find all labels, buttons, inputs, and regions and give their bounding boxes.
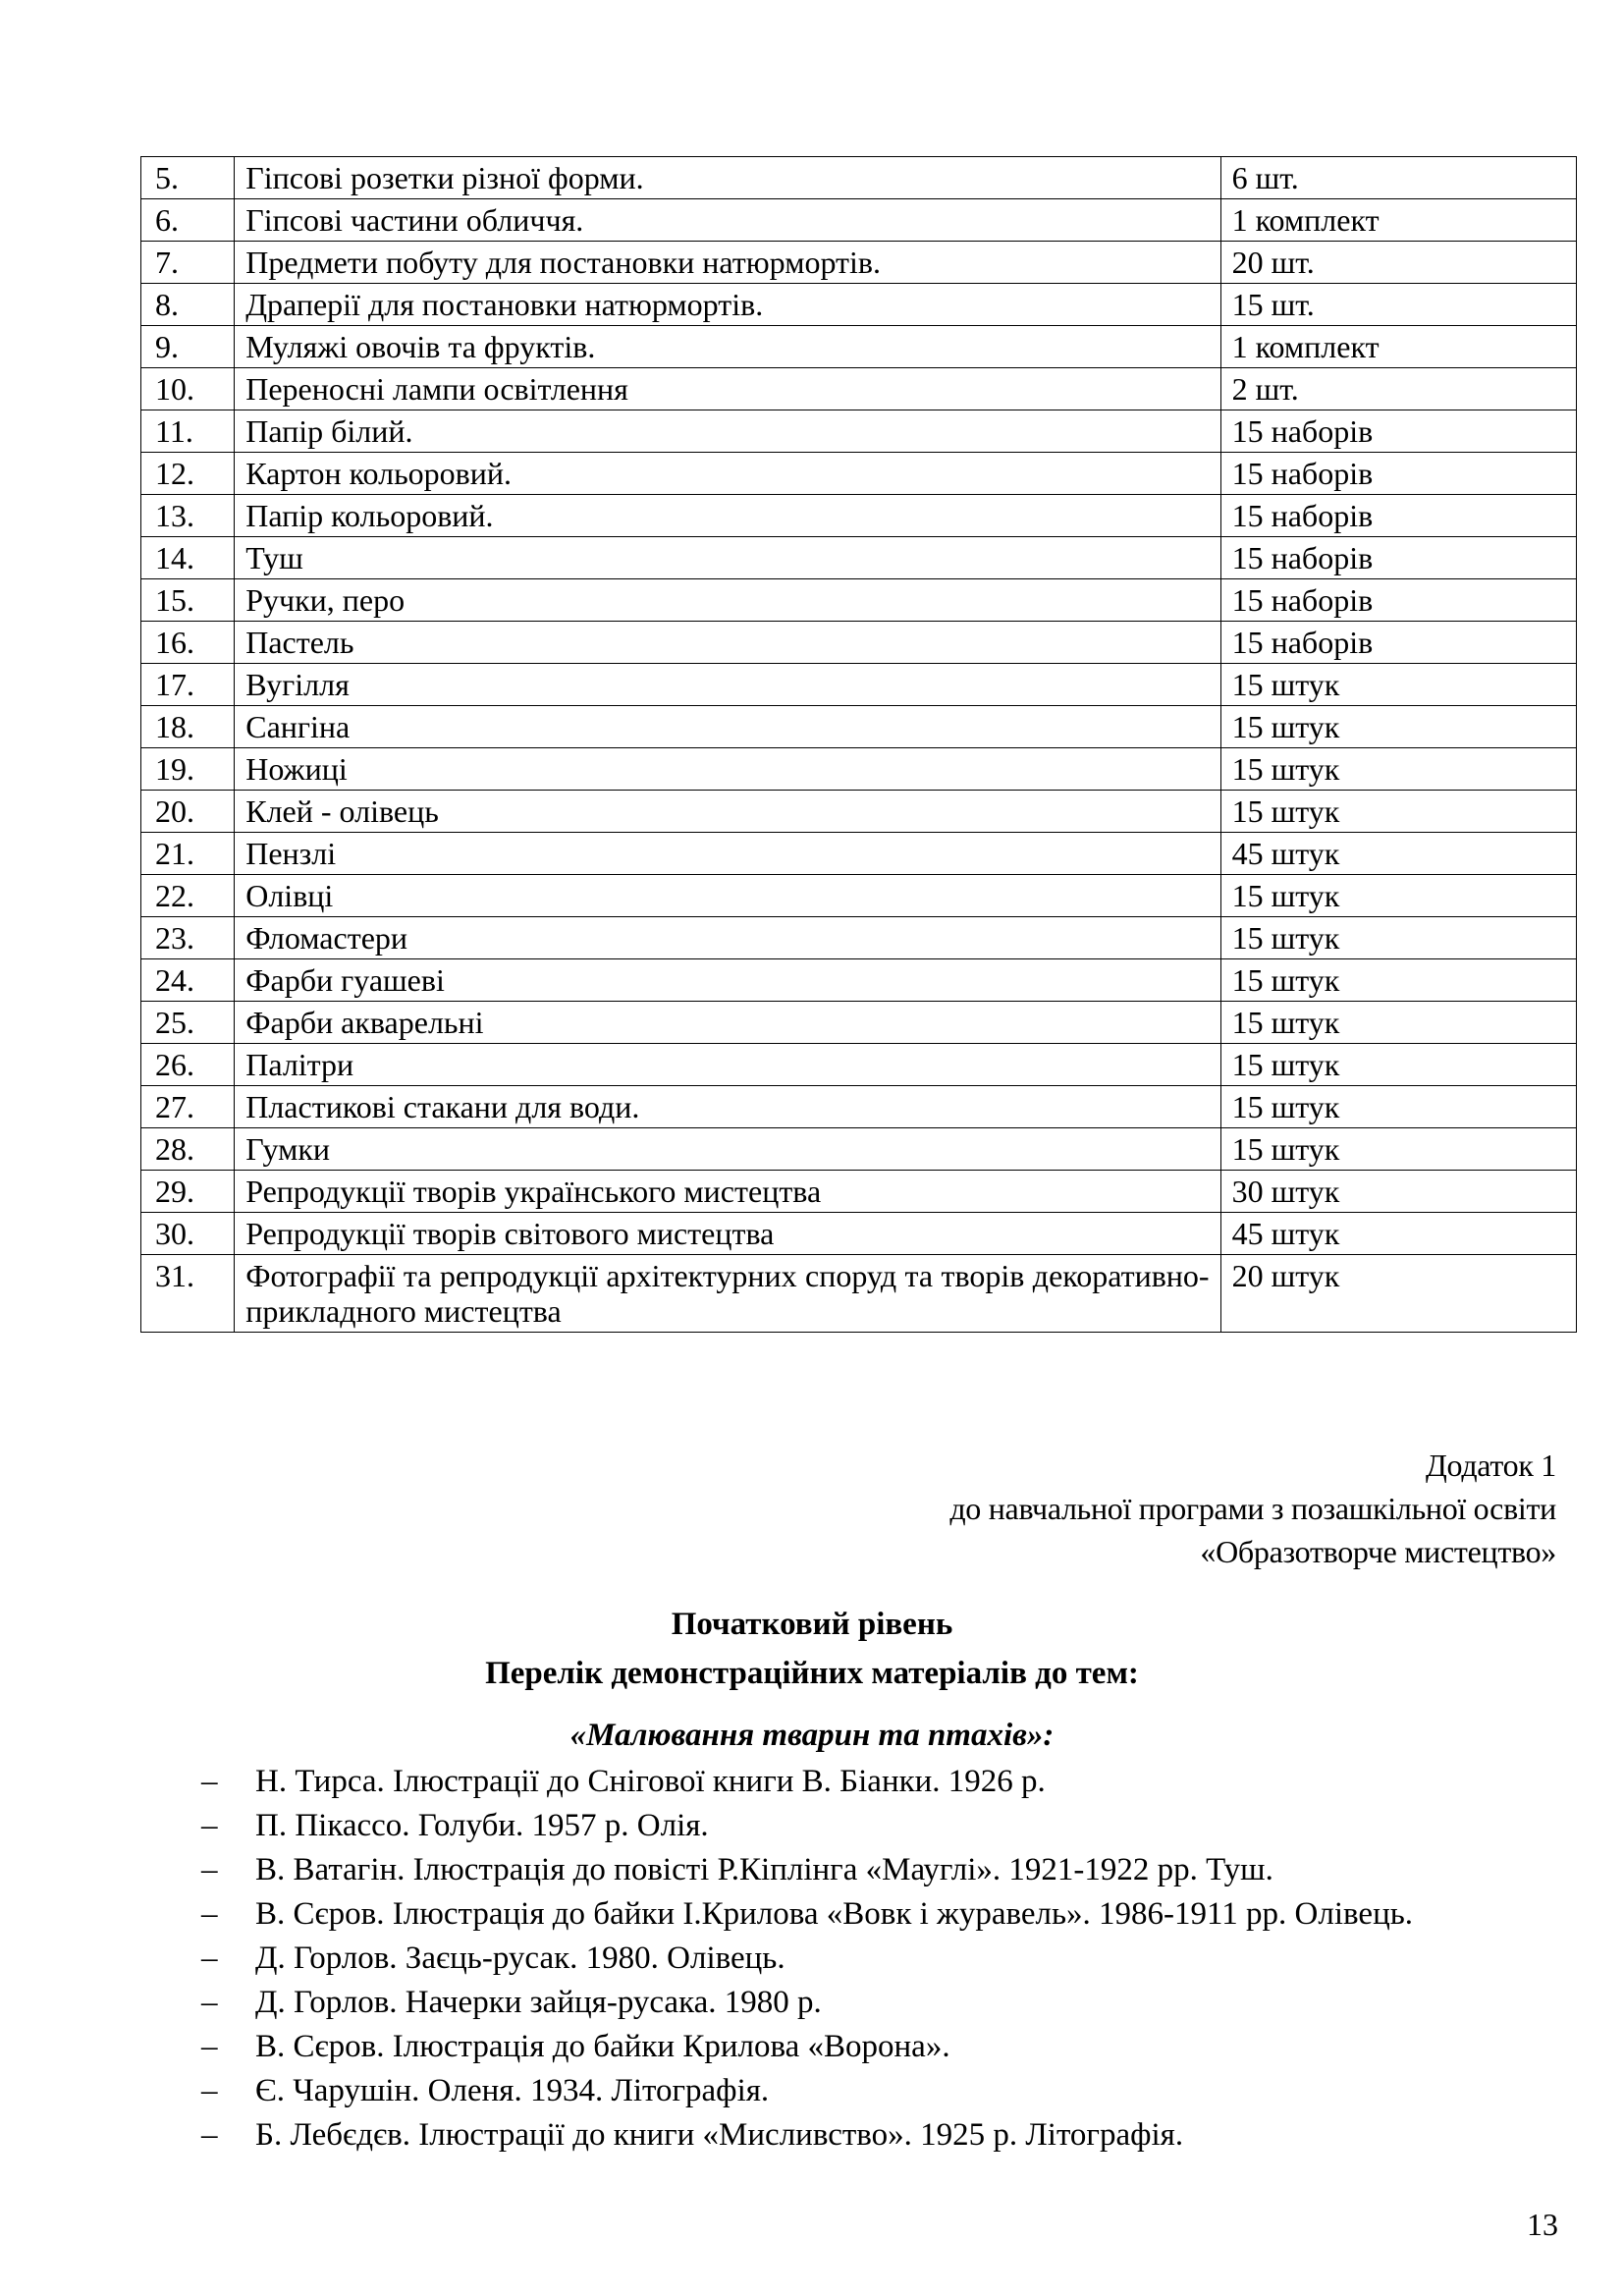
row-number-cell: 14. (141, 537, 235, 579)
row-item-cell: Гіпсові частини обличчя. (235, 199, 1220, 242)
row-quantity-cell: 15 штук (1220, 1044, 1576, 1086)
row-quantity-cell: 15 шт. (1220, 284, 1576, 326)
row-number-cell: 18. (141, 706, 235, 748)
list-item (201, 2025, 1413, 2069)
dash-bullet-icon: – (201, 2073, 218, 2108)
level-heading: Початковий рівень (671, 1607, 953, 1642)
demo-materials-list (201, 1760, 1413, 2158)
row-number-cell: 23. (141, 917, 235, 959)
row-quantity-cell: 15 штук (1220, 791, 1576, 833)
list-item (201, 1892, 1413, 1937)
equipment-table-body (141, 157, 1577, 1333)
table-row (141, 1128, 1577, 1171)
row-number-cell: 10. (141, 368, 235, 410)
list-item-text: В. Ватагін. Ілюстрація до повісті Р.Кіплінга «Мауглі». 1921-1922 рр. Туш. (255, 1852, 1273, 1887)
table-row (141, 242, 1577, 284)
row-number-cell: 21. (141, 833, 235, 875)
table-row (141, 1171, 1577, 1213)
list-subtitle: Перелік демонстраційних матеріалів до тем: (485, 1656, 1139, 1691)
row-number-cell: 17. (141, 664, 235, 706)
row-quantity-cell: 45 штук (1220, 833, 1576, 875)
row-number-cell: 30. (141, 1213, 235, 1255)
table-row (141, 1044, 1577, 1086)
row-number-cell: 25. (141, 1002, 235, 1044)
row-item-cell: Драперії для постановки натюрмортів. (235, 284, 1220, 326)
list-item (201, 2069, 1413, 2113)
row-item-cell: Фарби гуашеві (235, 959, 1220, 1002)
list-item-text: Н. Тирса. Ілюстрації до Снігової книги В. Біанки. 1926 р. (255, 1764, 1046, 1799)
row-item-cell: Ручки, перо (235, 579, 1220, 622)
row-item-cell: Фотографії та репродукції архітектурних споруд та творів декоративно-прикладного мистецтва (235, 1255, 1220, 1333)
table-row (141, 791, 1577, 833)
row-quantity-cell: 15 наборів (1220, 579, 1576, 622)
table-row (141, 326, 1577, 368)
row-item-cell: Сангіна (235, 706, 1220, 748)
list-item-text: Б. Лебєдєв. Ілюстрації до книги «Мисливство». 1925 р. Літографія. (255, 2117, 1184, 2153)
table-row (141, 537, 1577, 579)
row-quantity-cell: 15 штук (1220, 875, 1576, 917)
dash-bullet-icon: – (201, 1941, 218, 1976)
row-item-cell: Пластикові стакани для води. (235, 1086, 1220, 1128)
list-item (201, 1848, 1413, 1892)
table-row (141, 664, 1577, 706)
list-item-text: Д. Горлов. Заєць-русак. 1980. Олівець. (255, 1941, 785, 1976)
list-item (201, 1937, 1413, 1981)
row-item-cell: Ножиці (235, 748, 1220, 791)
row-item-cell: Папір кольоровий. (235, 495, 1220, 537)
row-item-cell: Предмети побуту для постановки натюрмортів. (235, 242, 1220, 284)
row-item-cell: Вугілля (235, 664, 1220, 706)
row-quantity-cell: 15 штук (1220, 1086, 1576, 1128)
row-number-cell: 24. (141, 959, 235, 1002)
list-item (201, 1760, 1413, 1804)
table-row (141, 706, 1577, 748)
row-quantity-cell: 20 шт. (1220, 242, 1576, 284)
row-number-cell: 9. (141, 326, 235, 368)
row-quantity-cell: 15 наборів (1220, 537, 1576, 579)
table-row (141, 917, 1577, 959)
row-item-cell: Пастель (235, 622, 1220, 664)
table-row (141, 875, 1577, 917)
row-number-cell: 27. (141, 1086, 235, 1128)
row-item-cell: Переносні лампи освітлення (235, 368, 1220, 410)
list-item-text: Є. Чарушін. Оленя. 1934. Літографія. (255, 2073, 770, 2108)
table-row (141, 1002, 1577, 1044)
row-number-cell: 31. (141, 1255, 235, 1333)
topic-heading: «Малювання тварин та птахів»: (569, 1718, 1055, 1753)
row-number-cell: 20. (141, 791, 235, 833)
row-quantity-cell: 15 наборів (1220, 453, 1576, 495)
row-item-cell: Фломастери (235, 917, 1220, 959)
table-row (141, 1213, 1577, 1255)
row-quantity-cell: 1 комплект (1220, 199, 1576, 242)
row-item-cell: Клей - олівець (235, 791, 1220, 833)
list-item-text: Д. Горлов. Начерки зайця-русака. 1980 р. (255, 1985, 822, 2020)
row-item-cell: Пензлі (235, 833, 1220, 875)
row-number-cell: 6. (141, 199, 235, 242)
equipment-table (140, 156, 1577, 1333)
page-number: 13 (1527, 2207, 1558, 2242)
appendix-note (949, 1444, 1556, 1573)
row-number-cell: 5. (141, 157, 235, 199)
row-item-cell: Фарби акварельні (235, 1002, 1220, 1044)
list-item-text: П. Пікассо. Голуби. 1957 р. Олія. (255, 1808, 709, 1843)
list-item (201, 1981, 1413, 2025)
table-row (141, 368, 1577, 410)
table-row (141, 959, 1577, 1002)
row-number-cell: 16. (141, 622, 235, 664)
table-row (141, 157, 1577, 199)
row-item-cell: Гіпсові розетки різної форми. (235, 157, 1220, 199)
row-number-cell: 19. (141, 748, 235, 791)
row-quantity-cell: 15 наборів (1220, 622, 1576, 664)
row-number-cell: 13. (141, 495, 235, 537)
dash-bullet-icon: – (201, 2117, 218, 2153)
dash-bullet-icon: – (201, 1764, 218, 1799)
row-quantity-cell: 15 штук (1220, 664, 1576, 706)
table-row (141, 1255, 1577, 1333)
row-quantity-cell: 15 штук (1220, 959, 1576, 1002)
list-item-text: В. Сєров. Ілюстрація до байки Крилова «Ворона». (255, 2029, 950, 2064)
table-row (141, 622, 1577, 664)
row-quantity-cell: 20 штук (1220, 1255, 1576, 1333)
row-quantity-cell: 15 штук (1220, 917, 1576, 959)
row-number-cell: 12. (141, 453, 235, 495)
row-item-cell: Папір білий. (235, 410, 1220, 453)
row-item-cell: Гумки (235, 1128, 1220, 1171)
row-item-cell: Репродукції творів світового мистецтва (235, 1213, 1220, 1255)
row-number-cell: 22. (141, 875, 235, 917)
table-row (141, 579, 1577, 622)
table-row (141, 495, 1577, 537)
appendix-program: до навчальної програми з позашкільної освіти (949, 1491, 1556, 1526)
dash-bullet-icon: – (201, 1808, 218, 1843)
row-quantity-cell: 15 наборів (1220, 495, 1576, 537)
row-number-cell: 15. (141, 579, 235, 622)
row-quantity-cell: 6 шт. (1220, 157, 1576, 199)
row-item-cell: Олівці (235, 875, 1220, 917)
row-quantity-cell: 15 штук (1220, 706, 1576, 748)
row-number-cell: 7. (141, 242, 235, 284)
dash-bullet-icon: – (201, 1985, 218, 2020)
row-number-cell: 26. (141, 1044, 235, 1086)
row-number-cell: 28. (141, 1128, 235, 1171)
row-number-cell: 8. (141, 284, 235, 326)
table-row (141, 410, 1577, 453)
appendix-title: Додаток 1 (1426, 1448, 1556, 1483)
row-item-cell: Репродукції творів українського мистецтва (235, 1171, 1220, 1213)
row-quantity-cell: 45 штук (1220, 1213, 1576, 1255)
row-item-cell: Палітри (235, 1044, 1220, 1086)
row-item-cell: Туш (235, 537, 1220, 579)
table-row (141, 1086, 1577, 1128)
row-quantity-cell: 30 штук (1220, 1171, 1576, 1213)
table-row (141, 833, 1577, 875)
table-row (141, 199, 1577, 242)
row-quantity-cell: 15 штук (1220, 1128, 1576, 1171)
list-item-text: В. Сєров. Ілюстрація до байки І.Крилова «Вовк і журавель». 1986-1911 рр. Олівець. (255, 1896, 1414, 1932)
row-number-cell: 11. (141, 410, 235, 453)
dash-bullet-icon: – (201, 1852, 218, 1887)
row-item-cell: Картон кольоровий. (235, 453, 1220, 495)
list-item (201, 2113, 1413, 2158)
list-item (201, 1804, 1413, 1848)
row-quantity-cell: 15 штук (1220, 748, 1576, 791)
row-quantity-cell: 15 штук (1220, 1002, 1576, 1044)
row-quantity-cell: 2 шт. (1220, 368, 1576, 410)
appendix-subject: «Образотворче мистецтво» (1200, 1534, 1556, 1569)
row-quantity-cell: 15 наборів (1220, 410, 1576, 453)
table-row (141, 453, 1577, 495)
row-quantity-cell: 1 комплект (1220, 326, 1576, 368)
dash-bullet-icon: – (201, 2029, 218, 2064)
row-number-cell: 29. (141, 1171, 235, 1213)
table-row (141, 284, 1577, 326)
table-row (141, 748, 1577, 791)
dash-bullet-icon: – (201, 1896, 218, 1932)
row-item-cell: Муляжі овочів та фруктів. (235, 326, 1220, 368)
